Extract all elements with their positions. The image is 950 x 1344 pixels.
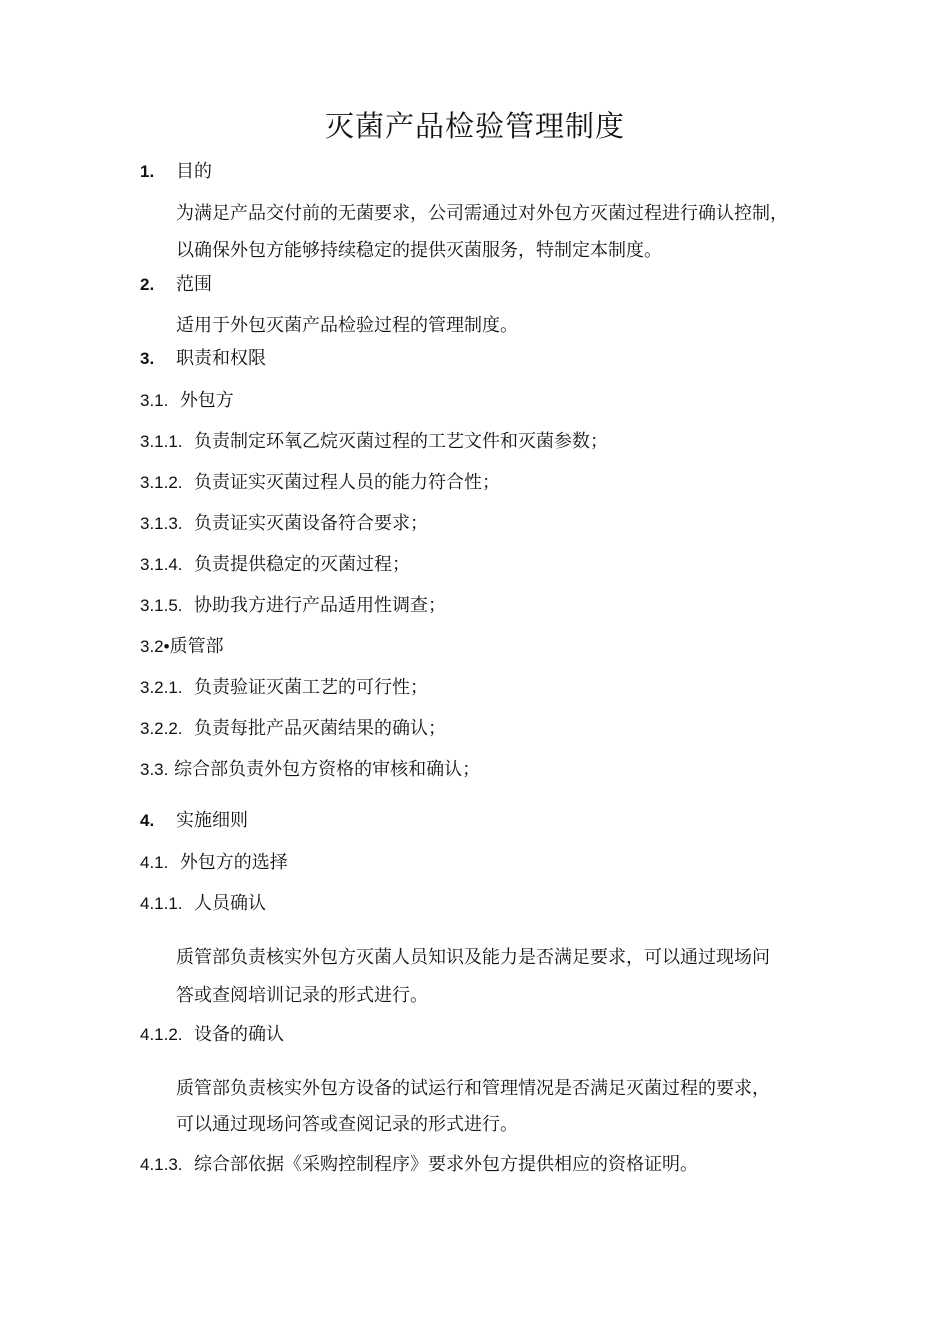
item-number: 3.1.5.	[140, 596, 183, 615]
item-text: 负责证实灭菌过程人员的能力符合性；	[194, 472, 500, 493]
item-4-1-3	[140, 1154, 698, 1176]
section-title: 实施细则	[176, 810, 248, 831]
section-title: 外包方	[179, 390, 234, 411]
subsection-3-2	[140, 636, 224, 658]
item-number: 3.1.3.	[140, 514, 183, 533]
item-number: 3.1.1.	[140, 432, 183, 451]
section-title: 质管部	[169, 636, 224, 657]
item-text: 协助我方进行产品适用性调查；	[194, 595, 446, 616]
item-3-1-3	[140, 513, 428, 535]
paragraph: 以确保外包方能够持续稳定的提供灭菌服务，特制定本制度。	[176, 240, 662, 261]
section-number: 4.1.2.	[140, 1025, 183, 1044]
paragraph: 质管部负责核实外包方灭菌人员知识及能力是否满足要求，可以通过现场问	[176, 947, 770, 968]
paragraph: 答或查阅培训记录的形式进行。	[176, 985, 428, 1006]
section-1-heading	[140, 161, 212, 183]
section-number: 4.1.	[140, 853, 169, 872]
item-text: 负责每批产品灭菌结果的确认；	[194, 718, 446, 739]
section-title: 外包方的选择	[179, 852, 288, 873]
item-text: 综合部负责外包方资格的审核和确认；	[174, 759, 481, 780]
paragraph: 可以通过现场问答或查阅记录的形式进行。	[176, 1114, 518, 1135]
item-text: 综合部依据《采购控制程序》要求外包方提供相应的资格证明。	[194, 1154, 698, 1175]
section-4-heading	[140, 810, 248, 832]
section-number: 3.2•	[140, 637, 170, 656]
subsection-3-1	[140, 390, 234, 412]
item-number: 3.2.1.	[140, 678, 183, 697]
item-number: 3.2.2.	[140, 719, 183, 738]
document-title: 灭菌产品检验管理制度	[324, 109, 625, 143]
item-text: 负责验证灭菌工艺的可行性；	[194, 677, 428, 698]
paragraph: 质管部负责核实外包方设备的试运行和管理情况是否满足灭菌过程的要求，	[176, 1078, 770, 1099]
section-title: 目的	[176, 161, 212, 182]
item-text: 负责制定环氧乙烷灭菌过程的工艺文件和灭菌参数；	[194, 431, 608, 452]
item-3-2-2	[140, 718, 446, 740]
item-3-1-5	[140, 595, 446, 617]
item-text: 负责提供稳定的灭菌过程；	[194, 554, 410, 575]
section-number: 4.1.3.	[140, 1155, 183, 1174]
section-title: 职责和权限	[176, 348, 266, 369]
item-3-1-2	[140, 472, 500, 494]
section-number: 4.	[140, 811, 155, 830]
section-number: 2.	[140, 275, 155, 294]
section-title: 人员确认	[194, 893, 266, 914]
section-title: 范围	[176, 274, 212, 295]
item-number: 3.1.4.	[140, 555, 183, 574]
paragraph: 适用于外包灭菌产品检验过程的管理制度。	[176, 315, 518, 336]
subsection-3-3	[140, 759, 480, 781]
item-text: 负责证实灭菌设备符合要求；	[194, 513, 428, 534]
item-3-1-1	[140, 431, 608, 453]
subsection-4-1-1	[140, 893, 266, 915]
item-3-2-1	[140, 677, 428, 699]
section-title: 设备的确认	[194, 1024, 284, 1045]
section-3-heading	[140, 348, 266, 370]
item-3-1-4	[140, 554, 410, 576]
section-number: 3.3.	[140, 760, 169, 779]
paragraph: 为满足产品交付前的无菌要求，公司需通过对外包方灭菌过程进行确认控制，	[176, 203, 788, 224]
section-number: 3.	[140, 349, 155, 368]
item-number: 3.1.2.	[140, 473, 183, 492]
section-number: 4.1.1.	[140, 894, 183, 913]
section-2-heading	[140, 274, 212, 296]
section-number: 1.	[140, 162, 155, 181]
section-number: 3.1.	[140, 391, 169, 410]
subsection-4-1	[140, 852, 288, 874]
subsection-4-1-2	[140, 1024, 284, 1046]
